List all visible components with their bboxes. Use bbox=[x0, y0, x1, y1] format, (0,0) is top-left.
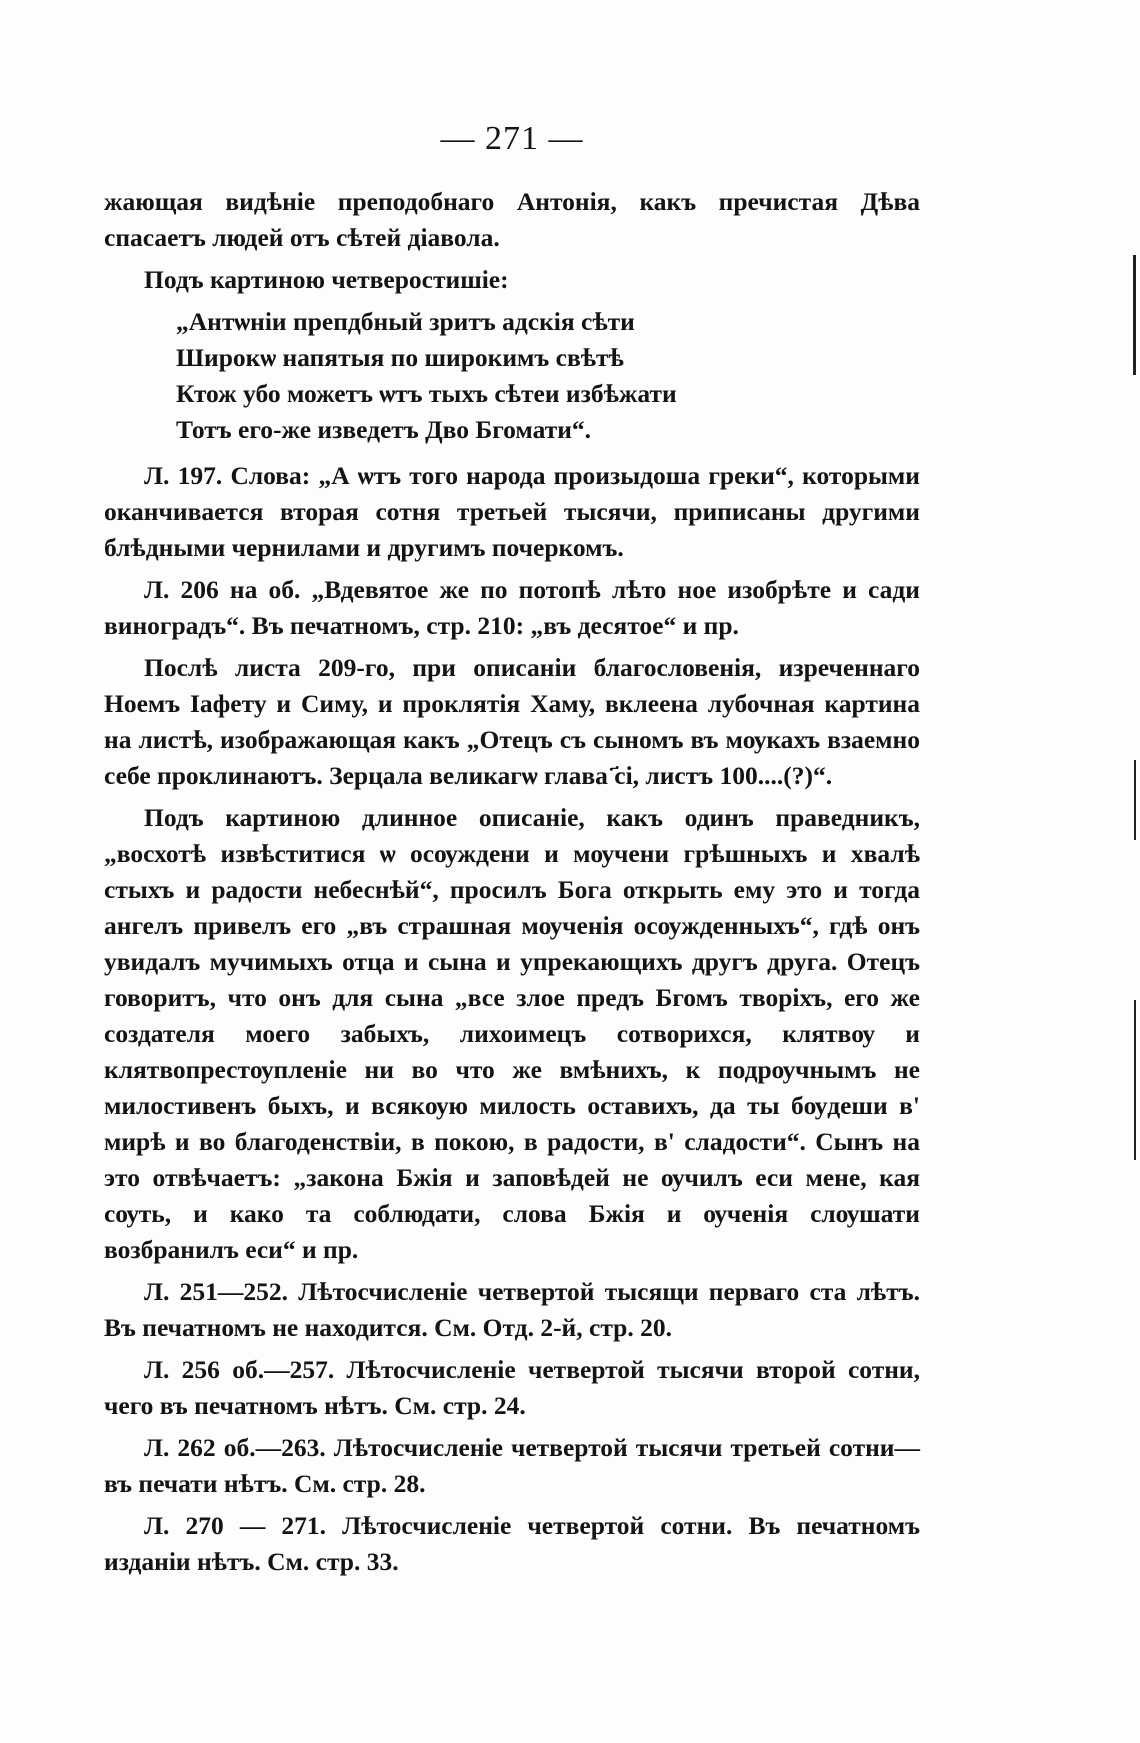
paragraph: Подъ картиною четверостишіе: bbox=[144, 265, 509, 294]
scan-edge-mark bbox=[1133, 255, 1136, 375]
scan-edge-mark bbox=[1134, 1000, 1136, 1160]
verse-line: Ктож убо можетъ ѡтъ тыхъ сѣтеи избѣжати bbox=[176, 379, 677, 408]
verse-line: „Антѡніи препдбный зритъ адскія сѣти bbox=[176, 307, 635, 336]
paragraph: Л. 206 на об. „Вдевятое же по потопѣ лѣто ное изобрѣте и сади виноградъ“. Въ печатномъ, стр. 210: „въ десятое“ и пр. bbox=[104, 575, 920, 640]
paragraph: Л. 270 — 271. Лѣтосчисленіе четвертой сотни. Въ печатномъ изданіи нѣтъ. См. стр. 33. bbox=[104, 1511, 920, 1576]
paragraph: жающая видѣніе преподобнаго Антонія, какъ пречистая Дѣва спасаетъ людей отъ сѣтей діавола. bbox=[104, 187, 920, 252]
paragraph: Послѣ листа 209-го, при описаніи благословенія, изреченнаго Ноемъ Іафету и Симу, и проклятія Хаму, вклеена лубочная картина на листѣ, изображающая какъ „Отецъ съ сыномъ въ мѹкахъ взаемно себе проклинаютъ. Зерцала великагѡ глава ҃сі, листъ 100....(?)“. bbox=[104, 653, 920, 790]
scan-edge-mark bbox=[1134, 760, 1136, 840]
page-number: — 271 — bbox=[440, 120, 584, 157]
quatrain bbox=[104, 304, 920, 448]
paragraph: Л. 251—252. Лѣтосчисленіе четвертой тысящи перваго ста лѣтъ. Въ печатномъ не находится. См. Отд. 2-й, стр. 20. bbox=[104, 1277, 920, 1342]
paragraph: Л. 197. Слова: „А ѡтъ того народа произыдоша греки“, которыми оканчивается вторая сотня третьей тысячи, приписаны другими блѣдными чернилами и другимъ почеркомъ. bbox=[104, 461, 920, 562]
verse-line: Тотъ его-же изведетъ Дво Бгомати“. bbox=[176, 415, 592, 444]
document-page bbox=[104, 120, 920, 1586]
body-text bbox=[104, 184, 920, 1580]
paragraph: Л. 262 об.—263. Лѣтосчисленіе четвертой тысячи третьей сотни—въ печати нѣтъ. См. стр. 28. bbox=[104, 1433, 920, 1498]
paragraph: Л. 256 об.—257. Лѣтосчисленіе четвертой тысячи второй сотни, чего въ печатномъ нѣтъ. См. стр. 24. bbox=[104, 1355, 920, 1420]
paragraph: Подъ картиною длинное описаніе, какъ одинъ праведникъ, „восхотѣ извѣститися ѡ осѹждени и мѹчени грѣшныхъ и хвалѣ стыхъ и радости небеснѣй“, просилъ Бога открыть ему это и тогда ангелъ привелъ его „въ страшная мѹченія осѹжденныхъ“, гдѣ онъ увидалъ мучимыхъ отца и сына и упрекающихъ другъ друга. Отецъ говоритъ, что онъ для сына „все злое предъ Бгомъ творіхъ, его же создателя моего забыхъ, лихоимецъ сотворихся, клятвѹ и клятвопрестѹпленіе ни во что же вмѣнихъ, к подрѹчнымъ не милостивенъ быхъ, и всякѹю милость оставихъ, да ты бѹдеши в' мирѣ и во благоденствіи, в покою, в радости, в' сладости“. Сынъ на это отвѣчаетъ: „закона Бжія и заповѣдей не ѹчилъ еси мене, кая сѹть, и како та соблюдати, слова Бжія и ѹченія слѹшати возбранилъ еси“ и пр. bbox=[104, 803, 920, 1264]
verse-line: Широкѡ напятыя по широкимъ свѣтѣ bbox=[176, 343, 624, 372]
